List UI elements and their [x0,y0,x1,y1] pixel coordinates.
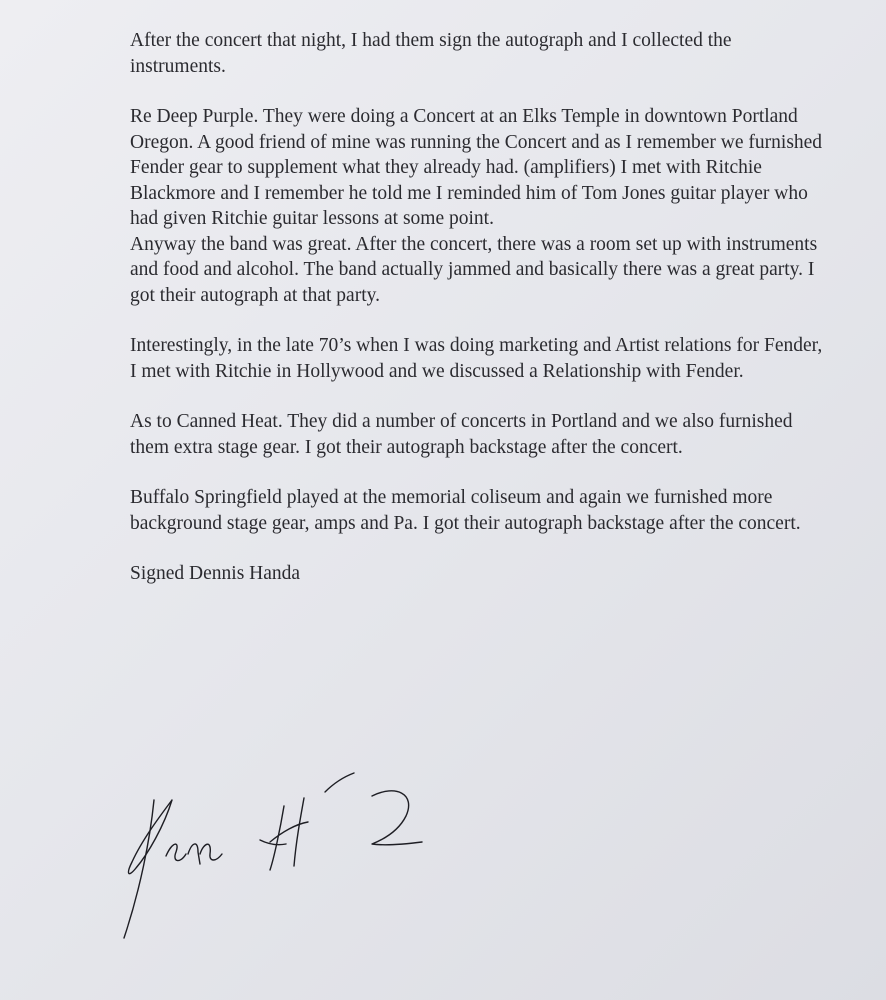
handwritten-signature [110,770,430,950]
paragraph-canned-heat: As to Canned Heat. They did a number of concerts in Portland and we also furnished them extra stage gear. I got their autograph backstage after the concert. [130,411,793,458]
paragraph-buffalo-springfield: Buffalo Springfield played at the memorial coliseum and again we furnished more background stage gear, amps and Pa. I got their autograph backstage after the concert. [130,487,801,534]
paragraph-deep-purple: Re Deep Purple. They were doing a Concert at an Elks Temple in downtown Portland Oregon. A good friend of mine was running the Concert and as I remember we furnished Fender gear to supplement what they already had. (amplifiers) I met with Ritchie Blackmore and I remember he told me I reminded him of Tom Jones guitar player who had given Ritchie guitar lessons at some point. [130,106,823,229]
signed-line: Signed Dennis Handa [130,563,301,584]
paragraph-instruments: After the concert that night, I had them sign the autograph and I collected the instruments. [130,30,732,77]
paragraph-party: Anyway the band was great. After the concert, there was a room set up with instruments and food and alcohol. The band actually jammed and basically there was a great party. I got their autograph at that party. [130,233,818,306]
paragraph-fender-relations: Interestingly, in the late 70’s when I was doing marketing and Artist relations for Fender, I met with Ritchie in Hollywood and we discussed a Relationship with Fender. [130,335,823,382]
